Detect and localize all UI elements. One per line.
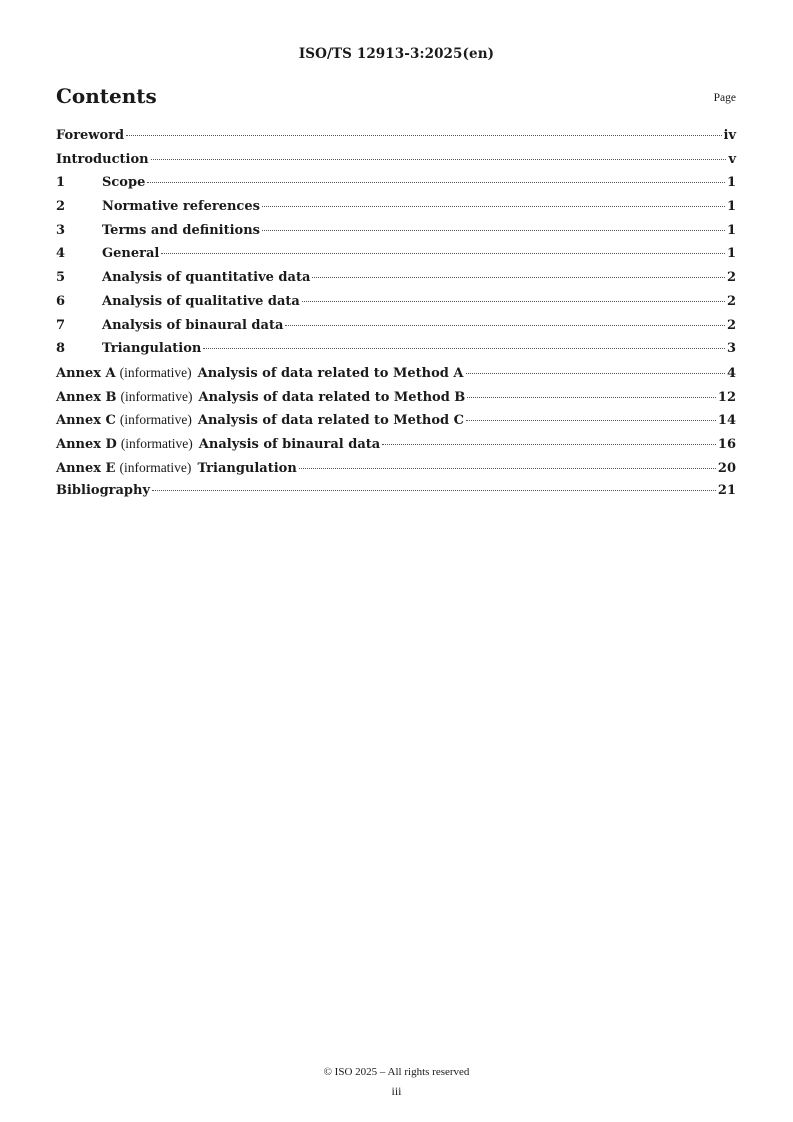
toc-entry-number: 7 — [56, 317, 66, 333]
toc-entry-number: 8 — [56, 341, 66, 357]
document-id-header: ISO/TS 12913-3:2025(en) — [298, 46, 495, 62]
toc-entry-title: Analysis of data related to Method B — [198, 389, 466, 405]
toc-entry-general[interactable] — [56, 246, 736, 270]
dot-leader — [302, 301, 725, 302]
toc-entry-page: 2 — [726, 270, 736, 286]
toc-entry-binaural-data[interactable] — [56, 318, 736, 342]
toc-entry-page: 14 — [717, 413, 736, 429]
toc-entry-title: Analysis of binaural data — [102, 317, 284, 333]
annex-type: (informative) — [120, 435, 193, 451]
page-column-label: Page — [713, 92, 736, 104]
toc-entry-page: 4 — [726, 365, 736, 381]
dot-leader — [151, 159, 727, 160]
annex-type: (informative) — [119, 364, 192, 380]
toc-entry-title: Triangulation — [197, 460, 297, 476]
toc-entry-number: 1 — [56, 175, 66, 191]
annex-type: (informative) — [120, 388, 193, 404]
dot-leader — [312, 277, 725, 278]
toc-entry-title: Analysis of binaural data — [198, 436, 381, 452]
toc-entry-page: 1 — [726, 199, 736, 215]
annex-label: Annex A — [56, 365, 116, 381]
toc-entry-annex-c[interactable] — [56, 412, 736, 436]
toc-entry-scope[interactable] — [56, 175, 736, 199]
page-number: iii — [391, 1084, 402, 1098]
toc-entry-annex-b[interactable] — [56, 389, 736, 413]
toc-entry-page: 1 — [726, 175, 736, 191]
toc-entry-title: General — [102, 246, 160, 262]
toc-entry-page: 21 — [717, 483, 736, 499]
toc-entry-number: 6 — [56, 293, 66, 309]
toc-entry-page: 2 — [726, 317, 736, 333]
dot-leader — [299, 468, 716, 469]
toc-entry-triangulation[interactable] — [56, 341, 736, 365]
toc-entry-page: 20 — [717, 460, 736, 476]
annex-label: Annex B — [56, 389, 117, 405]
toc-entry-page: 1 — [726, 222, 736, 238]
dot-leader — [466, 420, 716, 421]
annex-label: Annex D — [56, 436, 117, 452]
toc-entry-page: 2 — [726, 293, 736, 309]
toc-entry-page: 1 — [726, 246, 736, 262]
toc-entry-title: Analysis of qualitative data — [102, 293, 300, 309]
dot-leader — [285, 325, 725, 326]
toc-entry-quantitative-data[interactable] — [56, 270, 736, 294]
dot-leader — [262, 230, 725, 231]
toc-entry-page: 12 — [717, 389, 736, 405]
toc-entry-annex-e[interactable] — [56, 460, 736, 484]
toc-entry-bibliography[interactable] — [56, 483, 736, 507]
dot-leader — [147, 182, 725, 183]
annex-label: Annex C — [56, 413, 116, 429]
copyright-notice: © ISO 2025 – All rights reserved — [323, 1066, 470, 1078]
toc-entry-title: Triangulation — [102, 341, 202, 357]
annex-type: (informative) — [119, 412, 192, 428]
annex-label: Annex E — [56, 460, 116, 476]
dot-leader — [126, 135, 721, 136]
toc-entry-number: 4 — [56, 246, 66, 262]
toc-entry-introduction[interactable] — [56, 152, 736, 176]
toc-entry-qualitative-data[interactable] — [56, 294, 736, 318]
toc-entry-number: 3 — [56, 222, 66, 238]
toc-entry-page: iv — [723, 128, 736, 143]
dot-leader — [152, 490, 716, 491]
contents-title: Contents — [56, 84, 157, 108]
toc-entry-foreword[interactable] — [56, 128, 736, 152]
toc-entry-title: Introduction — [56, 151, 149, 167]
toc-entry-number: 2 — [56, 199, 66, 215]
dot-leader — [467, 397, 716, 398]
toc-entry-title: Foreword — [56, 128, 125, 143]
dot-leader — [466, 373, 725, 374]
toc-entry-annex-a[interactable] — [56, 365, 736, 389]
toc-entry-number: 5 — [56, 270, 66, 286]
toc-entry-title: Scope — [102, 175, 146, 191]
toc-entry-page: 3 — [726, 341, 736, 357]
dot-leader — [262, 206, 725, 207]
dot-leader — [382, 444, 716, 445]
table-of-contents — [56, 128, 736, 507]
toc-entry-title: Analysis of quantitative data — [102, 270, 311, 286]
toc-entry-title: Terms and definitions — [102, 222, 260, 238]
toc-entry-title: Normative references — [102, 199, 260, 215]
annex-type: (informative) — [119, 459, 192, 475]
toc-entry-terms-and-definitions[interactable] — [56, 223, 736, 247]
toc-entry-title: Bibliography — [56, 483, 151, 499]
dot-leader — [161, 253, 725, 254]
toc-entry-normative-references[interactable] — [56, 199, 736, 223]
toc-entry-page: 16 — [717, 436, 736, 452]
dot-leader — [203, 348, 725, 349]
toc-entry-annex-d[interactable] — [56, 436, 736, 460]
toc-entry-page: v — [728, 151, 736, 167]
toc-entry-title: Analysis of data related to Method C — [197, 413, 465, 429]
toc-entry-title: Analysis of data related to Method A — [197, 365, 464, 381]
